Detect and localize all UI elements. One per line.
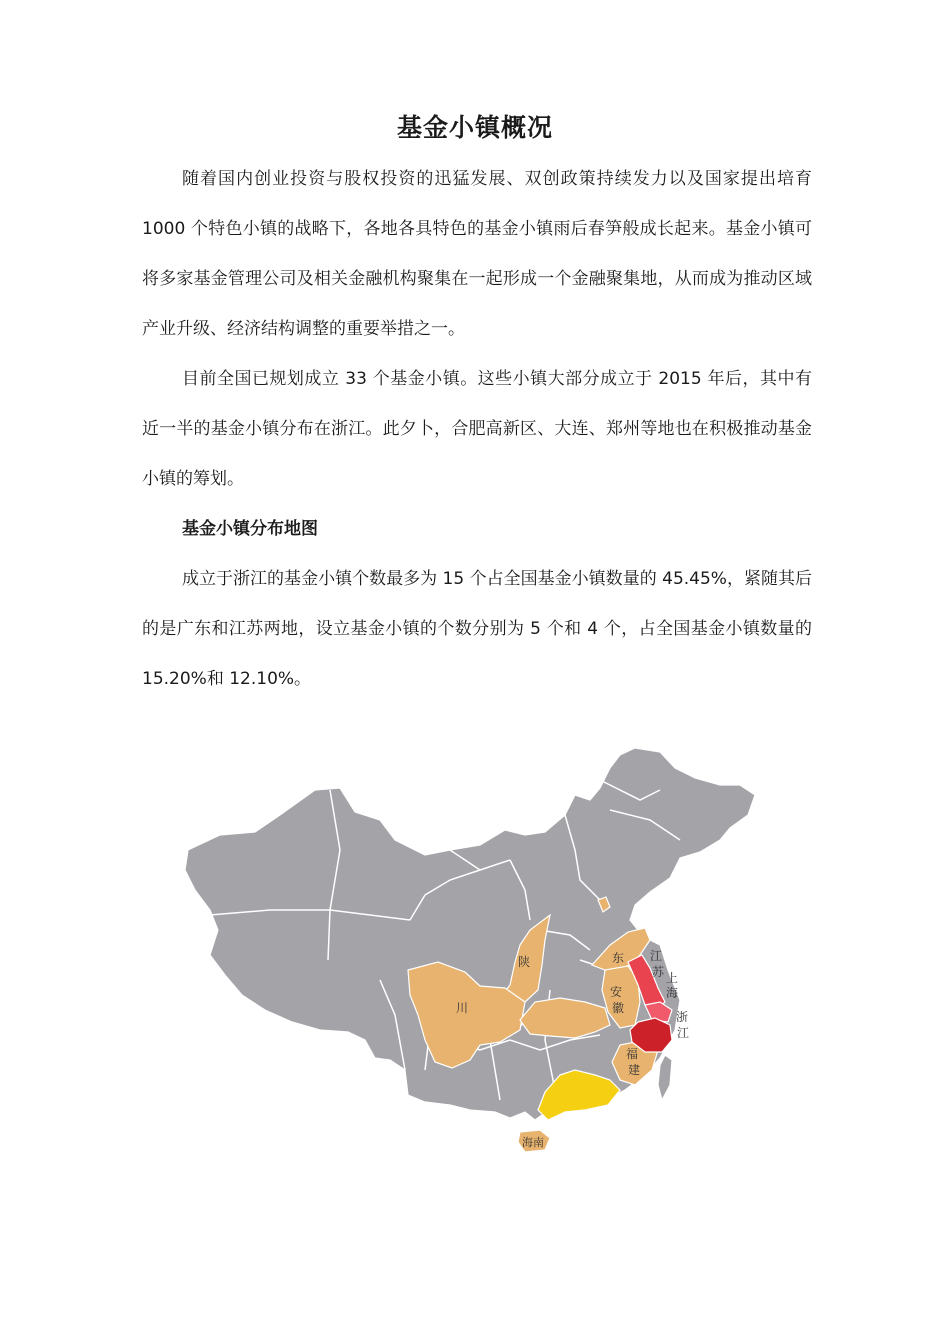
intro-paragraph: 随着国内创业投资与股权投资的迅猛发展、双创政策持续发力以及国家提出培育 1000 个特色小镇的战略下，各地各具特色的基金小镇雨后春笋般成长起来。基金小镇可将多家基金管理公司及相关金融机构聚集在一起形成一个金融聚集地，从而成为推动区域产业升级、经济结构调整的重要举措之一。 xyxy=(142,169,812,339)
page-title: 基金小镇概况 xyxy=(396,113,553,142)
label-fujian-1: 福 xyxy=(626,1047,639,1061)
taiwan-island xyxy=(658,1055,672,1100)
label-shanghai-1: 上 xyxy=(666,971,679,985)
label-zhejiang-1: 浙 xyxy=(676,1010,689,1024)
label-jiangsu-1: 江 xyxy=(650,949,663,963)
china-distribution-map xyxy=(180,740,760,1160)
label-hainan: 海南 xyxy=(522,1136,544,1149)
label-shaanxi: 陕 xyxy=(518,955,531,969)
label-anhui-1: 安 xyxy=(610,985,623,999)
label-shanghai-2: 海 xyxy=(666,986,679,1000)
label-sichuan: 川 xyxy=(456,1001,469,1015)
label-jiangsu-2: 苏 xyxy=(652,965,665,979)
label-anhui-2: 徽 xyxy=(612,1001,625,1015)
count-paragraph: 目前全国已规划成立 33 个基金小镇。这些小镇大部分成立于 2015 年后，其中有近一半的基金小镇分布在浙江。此夕卜，合肥高新区、大连、郑州等地也在积极推动基金小镇的筹划。 xyxy=(142,369,812,489)
label-fujian-2: 建 xyxy=(628,1063,641,1077)
label-zhejiang-2: 江 xyxy=(677,1026,690,1040)
distribution-paragraph: 成立于浙江的基金小镇个数最多为 15 个占全国基金小镇数量的 45.45%，紧随其后的是广东和江苏两地，设立基金小镇的个数分别为 5 个和 4 个，占全国基金小镇数量的 15.20%和 12.10%。 xyxy=(142,569,812,689)
label-shandong: 东 xyxy=(612,951,625,965)
section-heading: 基金小镇分布地图 xyxy=(182,519,318,539)
map-svg xyxy=(180,740,760,1160)
